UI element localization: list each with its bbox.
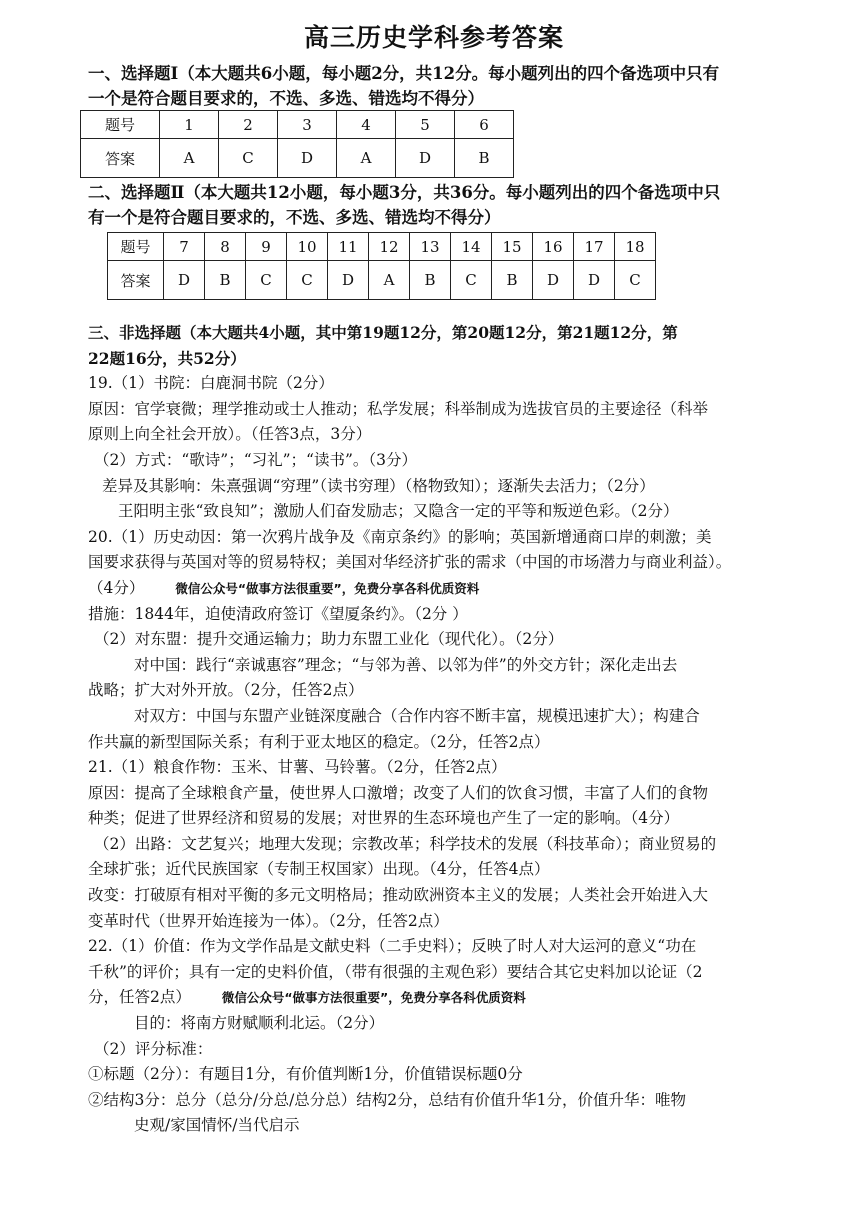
q21-reason-line: 原因：提高了全球粮食产量，使世界人口激增；改变了人们的饮食习惯，丰富了人们的食物 bbox=[88, 783, 709, 802]
row-label-question: 题号 bbox=[108, 233, 164, 261]
question-number: 8 bbox=[205, 233, 246, 261]
q19-difference-line: 王阳明主张“致良知”；激励人们奋发励志；又隐含一定的平等和叛逆色彩。（2分） bbox=[118, 502, 679, 521]
section3-heading-line1: 三、非选择题（本大题共4小题，其中第19题12分，第20题12分，第21题12分，第 bbox=[88, 323, 678, 342]
q21-change-line: 变革时代（世界开始连接为一体）。（2分，任答2点） bbox=[88, 911, 449, 930]
question-number: 5 bbox=[396, 111, 455, 139]
q19-reason-line: 原因：官学衰微；理学推动或士人推动；私学发展；科举制成为选拔官员的主要途径（科举 bbox=[88, 399, 709, 418]
section2-heading-line2: 有一个是符合题目要求的，不选、多选、错选均不得分） bbox=[88, 208, 501, 227]
answer-cell: B bbox=[455, 139, 514, 178]
section2-heading bbox=[88, 180, 788, 230]
answer-cell: A bbox=[369, 261, 410, 300]
q22-criteria-line: 史观/家国情怀/当代启示 bbox=[134, 1116, 300, 1135]
q20-part2-line: 对双方：中国与东盟产业链深度融合（合作内容不断丰富，规模迅速扩大）；构建合 bbox=[134, 706, 700, 725]
q20-part2-line: 对中国：践行“亲诚惠容”理念；“与邻为善、以邻为伴”的外交方针；深化走出去 bbox=[134, 655, 678, 674]
q20-part1-line bbox=[88, 576, 780, 602]
answer-cell: D bbox=[278, 139, 337, 178]
q20-points: （4分） bbox=[88, 578, 145, 597]
answer-cell: C bbox=[246, 261, 287, 300]
answer-cell: A bbox=[337, 139, 396, 178]
question-number: 13 bbox=[410, 233, 451, 261]
question-number: 1 bbox=[160, 111, 219, 139]
q20-part2-line: （2）对东盟：提升交通运输力；助力东盟工业化（现代化）。（2分） bbox=[94, 630, 564, 649]
q21-change-line: 改变：打破原有相对平衡的多元文明格局；推动欧洲资本主义的发展；人类社会开始进入大 bbox=[88, 886, 709, 905]
table-row-question-numbers bbox=[108, 233, 656, 261]
answer-cell: C bbox=[615, 261, 656, 300]
section3-heading-line2: 22题16分，共52分） bbox=[88, 348, 246, 368]
q22-criteria-line: ①标题（2分）：有题目1分，有价值判断1分，价值错误标题0分 bbox=[88, 1065, 523, 1084]
answer-cell: D bbox=[574, 261, 615, 300]
q21-part1-line: 21.（1）粮食作物：玉米、甘薯、马铃薯。（2分，任答2点） bbox=[88, 758, 507, 777]
question-number: 11 bbox=[328, 233, 369, 261]
answer-cell: B bbox=[492, 261, 533, 300]
q22-part2-line: （2）评分标准： bbox=[94, 1039, 213, 1058]
question-number: 17 bbox=[574, 233, 615, 261]
page-title: 高三历史学科参考答案 bbox=[303, 23, 564, 52]
q20-part1-line: 20.（1）历史动因：第一次鸦片战争及《南京条约》的影响；英国新增通商口岸的刺激；美 bbox=[88, 527, 712, 546]
q19-difference-line: 差异及其影响：朱熹强调“穷理”（读书穷理）（格物致知）；逐渐失去活力；（2分） bbox=[102, 476, 655, 495]
table-row-answers bbox=[108, 261, 656, 300]
question-number: 10 bbox=[287, 233, 328, 261]
q22-part1-line: 22.（1）价值：作为文学作品是文献史料（二手史料）；反映了时人对大运河的意义“功在 bbox=[88, 937, 697, 956]
question-number: 3 bbox=[278, 111, 337, 139]
answer-cell: C bbox=[451, 261, 492, 300]
q21-reason-line: 种类；促进了世界经济和贸易的发展；对世界的生态环境也产生了一定的影响。（4分） bbox=[88, 809, 680, 828]
answer-cell: A bbox=[160, 139, 219, 178]
row-label-answer: 答案 bbox=[108, 261, 164, 300]
answer-cell: B bbox=[205, 261, 246, 300]
q20-part1-line: 国要求获得与英国对等的贸易特权；美国对华经济扩张的需求（中国的市场潜力与商业利益）。 bbox=[88, 553, 732, 572]
q22-part1-line bbox=[88, 985, 780, 1011]
q20-measure-line: 措施：1844年，迫使清政府签订《望厦条约》。（2分 ） bbox=[88, 604, 468, 623]
q22-criteria-line: ②结构3分：总分（总分/分总/总分总）结构2分，总结有价值升华1分，价值升华：唯物 bbox=[88, 1090, 687, 1109]
q22-purpose-line: 目的：将南方财赋顺利北运。（2分） bbox=[134, 1014, 385, 1033]
answer-cell: C bbox=[219, 139, 278, 178]
answer-cell: D bbox=[328, 261, 369, 300]
q20-part2-line: 战略；扩大对外开放。（2分，任答2点） bbox=[88, 681, 364, 700]
q19-part1-line: 19.（1）书院：白鹿洞书院（2分） bbox=[88, 374, 334, 393]
answer-cell: D bbox=[164, 261, 205, 300]
question-number: 7 bbox=[164, 233, 205, 261]
question-number: 16 bbox=[533, 233, 574, 261]
section2-answer-table bbox=[107, 232, 656, 300]
row-label-question: 题号 bbox=[81, 111, 160, 139]
q20-part2-line: 作共赢的新型国际关系；有利于亚太地区的稳定。（2分，任答2点） bbox=[88, 732, 550, 751]
question-number: 2 bbox=[219, 111, 278, 139]
table-row-question-numbers bbox=[81, 111, 514, 139]
question-number: 15 bbox=[492, 233, 533, 261]
q21-part2-line: 全球扩张；近代民族国家（专制王权国家）出现。（4分，任答4点） bbox=[88, 860, 550, 879]
q21-part2-line: （2）出路：文艺复兴；地理大发现；宗教改革；科学技术的发展（科技革命）；商业贸易的 bbox=[94, 834, 717, 853]
q19-part2-line: （2）方式：“歌诗”；“习礼”；“读书”。（3分） bbox=[94, 450, 418, 469]
section1-heading-line2: 一个是符合题目要求的，不选、多选、错选均不得分） bbox=[88, 89, 484, 108]
question-number: 18 bbox=[615, 233, 656, 261]
watermark-text: 微信公众号“做事方法很重要”，免费分享各科优质资料 bbox=[221, 990, 526, 1006]
question-number: 4 bbox=[337, 111, 396, 139]
question-number: 9 bbox=[246, 233, 287, 261]
section2-heading-line1: 二、选择题Ⅱ（本大题共12小题，每小题3分，共36分。每小题列出的四个备选项中只 bbox=[88, 183, 721, 202]
q22-points: 分，任答2点） bbox=[88, 988, 191, 1007]
section1-answer-table bbox=[80, 110, 514, 178]
q19-reason-line: 原则上向全社会开放）。（任答3点，3分） bbox=[88, 425, 372, 444]
row-label-answer: 答案 bbox=[81, 139, 160, 178]
answer-cell: D bbox=[533, 261, 574, 300]
question-number: 12 bbox=[369, 233, 410, 261]
q22-part1-line: 千秋”的评价；具有一定的史料价值，（带有很强的主观色彩）要结合其它史料加以论证（2 bbox=[88, 962, 703, 981]
answer-cell: B bbox=[410, 261, 451, 300]
section3-content bbox=[88, 320, 780, 1139]
question-number: 14 bbox=[451, 233, 492, 261]
watermark-text: 微信公众号“做事方法很重要”，免费分享各科优质资料 bbox=[175, 580, 480, 596]
section1-heading-line1: 一、选择题Ⅰ（本大题共6小题，每小题2分，共12分。每小题列出的四个备选项中只有 bbox=[88, 64, 720, 83]
question-number: 6 bbox=[455, 111, 514, 139]
answer-cell: C bbox=[287, 261, 328, 300]
section1-heading bbox=[88, 61, 788, 111]
answer-cell: D bbox=[396, 139, 455, 178]
table-row-answers bbox=[81, 139, 514, 178]
